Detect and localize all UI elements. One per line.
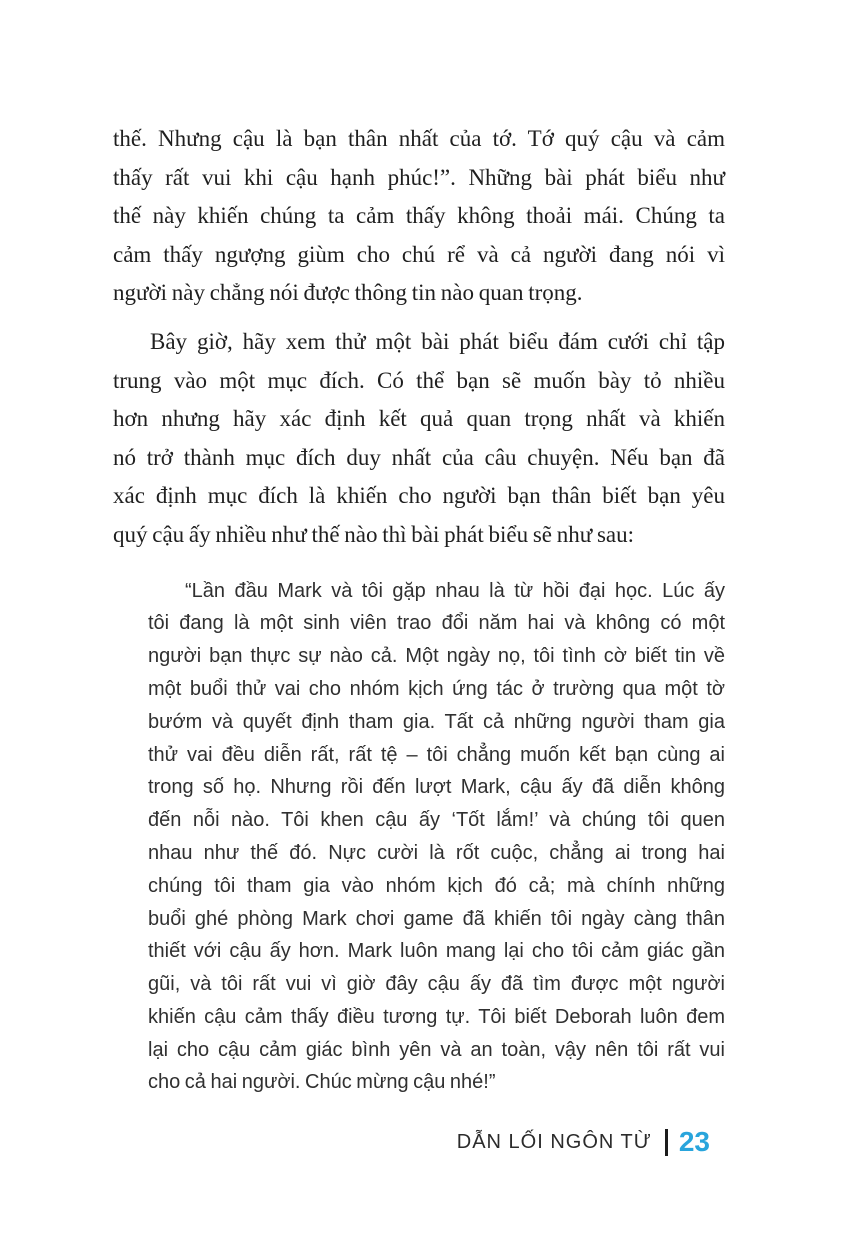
text-line: buổi ghé phòng Mark chơi game đã khiến tôi ngày càng thân bbox=[148, 907, 725, 930]
text-line: thử vai đều diễn rất, rất tệ – tôi chẳng muốn kết bạn cùng ai bbox=[148, 743, 725, 766]
page-footer bbox=[457, 1126, 710, 1158]
text-line: nhau như thế đó. Nực cười là rốt cuộc, chẳng ai trong hai bbox=[148, 841, 725, 864]
text-line: thế. Nhưng cậu là bạn thân nhất của tớ. Tớ quý cậu và cảm bbox=[113, 126, 725, 151]
text-line: xác định mục đích là khiến cho người bạn thân biết bạn yêu bbox=[113, 483, 725, 509]
body-paragraph bbox=[113, 120, 725, 313]
body-paragraph bbox=[113, 323, 725, 555]
text-line: cảm thấy ngượng giùm cho chú rể và cả người đang nói vì bbox=[113, 241, 725, 267]
page-number: 23 bbox=[678, 1126, 710, 1157]
text-line: người bạn thực sự nào cả. Một ngày nọ, tôi tình cờ biết tin về bbox=[148, 645, 725, 668]
text-line: lại cho cậu cảm giác bình yên và an toàn, vậy nên tôi rất vui bbox=[148, 1038, 725, 1061]
text-line: thế này khiến chúng ta cảm thấy không thoải mái. Chúng ta bbox=[113, 203, 725, 229]
text-line: một buổi thử vai cho nhóm kịch ứng tác ở trường qua một tờ bbox=[148, 677, 725, 700]
text-line: “Lần đầu Mark và tôi gặp nhau là từ hồi đại học. Lúc ấy bbox=[185, 579, 725, 602]
text-line: thiết với cậu ấy hơn. Mark luôn mang lại cho tôi cảm giác gần bbox=[148, 940, 725, 963]
footer-divider bbox=[665, 1129, 668, 1156]
text-line: trung vào một mục đích. Có thể bạn sẽ muốn bày tỏ nhiều bbox=[113, 367, 725, 393]
running-footer-title: DẪN LỐI NGÔN TỪ bbox=[456, 1130, 652, 1153]
text-line: tôi đang là một sinh viên trao đổi năm hai và không có một bbox=[148, 612, 725, 635]
text-line: người này chẳng nói được thông tin nào quan trọng. bbox=[113, 280, 583, 306]
page-content bbox=[113, 120, 725, 1099]
text-line: hơn nhưng hãy xác định kết quả quan trọng nhất và khiến bbox=[113, 406, 725, 432]
text-line: quý cậu ấy nhiều như thế nào thì bài phát biểu sẽ như sau: bbox=[113, 521, 634, 547]
text-line: bướm và quyết định tham gia. Tất cả những người tham gia bbox=[148, 710, 725, 733]
text-line: thấy rất vui khi cậu hạnh phúc!”. Những bài phát biểu như bbox=[113, 164, 725, 190]
text-line: Bây giờ, hãy xem thử một bài phát biểu đám cưới chỉ tập bbox=[150, 328, 725, 354]
quote-paragraph bbox=[113, 575, 725, 1100]
text-line: cho cả hai người. Chúc mừng cậu nhé!” bbox=[148, 1071, 496, 1094]
text-line: khiến cậu cảm thấy điều tương tự. Tôi biết Deborah luôn đem bbox=[148, 1005, 725, 1028]
text-line: đến nỗi nào. Tôi khen cậu ấy ‘Tốt lắm!’ và chúng tôi quen bbox=[148, 809, 725, 832]
text-line: chúng tôi tham gia vào nhóm kịch đó cả; mà chính những bbox=[148, 874, 725, 897]
text-line: gũi, và tôi rất vui vì giờ đây cậu ấy đã tìm được một người bbox=[148, 973, 725, 996]
text-line: trong số họ. Nhưng rồi đến lượt Mark, cậu ấy đã diễn không bbox=[148, 776, 725, 799]
text-line: nó trở thành mục đích duy nhất của câu chuyện. Nếu bạn đã bbox=[113, 444, 725, 470]
